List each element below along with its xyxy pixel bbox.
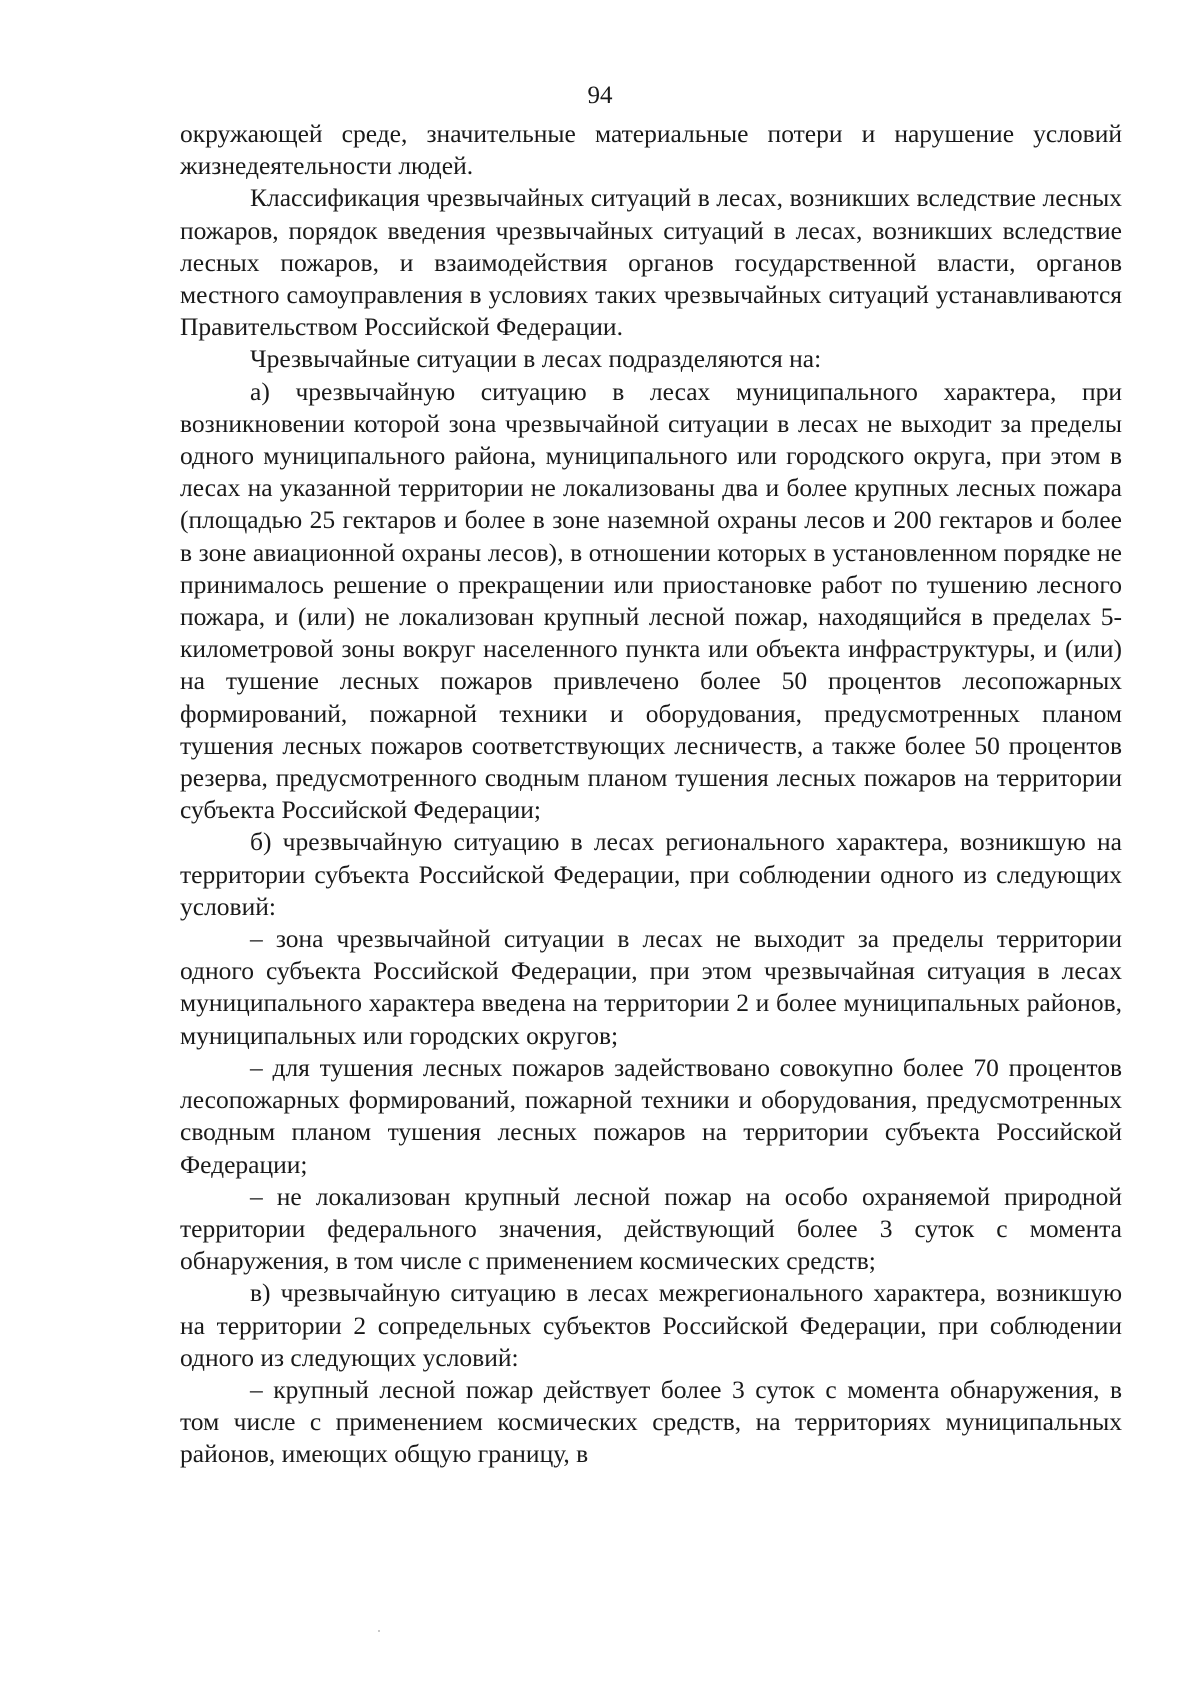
paragraph-item-b: б) чрезвычайную ситуацию в лесах регионального характера, возникшую на территории субъекта Российской Федерации, при соблюдении одного из следующих условий: [180, 827, 1122, 921]
paragraph-item-c-condition-1: – крупный лесной пожар действует более 3 суток с момента обнаружения, в том числе с применением космических средств, на территориях муниципальных районов, имеющих общую границу, в [180, 1374, 1122, 1469]
scan-speck [378, 1630, 380, 1632]
paragraph-item-a: а) чрезвычайную ситуацию в лесах муниципального характера, при возникновении которой зона чрезвычайной ситуации в лесах не выходит за пределы одного муниципального района, муниципального или городского округа, при этом в лесах на указанной территории не локализованы два и более крупных лесных пожара (площадью 25 гектаров и более в зоне наземной охраны лесов и 200 гектаров и более в зоне авиационной охраны лесов), в отношении которых в установленном порядке не принималось решение о прекращении или приостановке работ по тушению лесного пожара, и (или) не локализован крупный лесной пожар, находящийся в пределах 5-километровой зоны вокруг населенного пункта или объекта инфраструктуры, и (или) на тушение лесных пожаров привлечено более 50 процентов лесопожарных формирований, пожарной техники и оборудования, предусмотренных планом тушения лесных пожаров соответствующих лесничеств, а также более 50 процентов резерва, предусмотренного сводным планом тушения лесных пожаров на территории субъекта Российской Федерации; [180, 376, 1122, 825]
paragraph-item-c: в) чрезвычайную ситуацию в лесах межрегионального характера, возникшую на территории 2 сопредельных субъектов Российской Федерации, при соблюдении одного из следующих условий: [180, 1278, 1122, 1372]
document-body [180, 118, 1122, 1471]
paragraph-item-b-condition-3: – не локализован крупный лесной пожар на особо охраняемой природной территории федерального значения, действующий более 3 суток с момента обнаружения, в том числе с применением космических средств; [180, 1181, 1122, 1276]
page-number: 94 [587, 82, 613, 109]
paragraph-classification: Классификация чрезвычайных ситуаций в лесах, возникших вследствие лесных пожаров, порядок введения чрезвычайных ситуаций в лесах, возникших вследствие лесных пожаров, и взаимодействия органов государственной власти, органов местного самоуправления в условиях таких чрезвычайных ситуаций устанавливаются Правительством Российской Федерации. [180, 183, 1122, 342]
paragraph-subdivision-intro: Чрезвычайные ситуации в лесах подразделяются на: [250, 344, 822, 374]
paragraph-item-b-condition-1: – зона чрезвычайной ситуации в лесах не выходит за пределы территории одного субъекта Российской Федерации, при этом чрезвычайная ситуация в лесах муниципального характера введена на территории 2 и более муниципальных районов, муниципальных или городских округов; [180, 924, 1122, 1050]
paragraph-continuation: окружающей среде, значительные материальные потери и нарушение условий жизнедеятельности людей. [180, 119, 1122, 181]
paragraph-item-b-condition-2: – для тушения лесных пожаров задействовано совокупно более 70 процентов лесопожарных формирований, пожарной техники и оборудования, предусмотренных сводным планом тушения лесных пожаров на территории субъекта Российской Федерации; [180, 1052, 1122, 1179]
